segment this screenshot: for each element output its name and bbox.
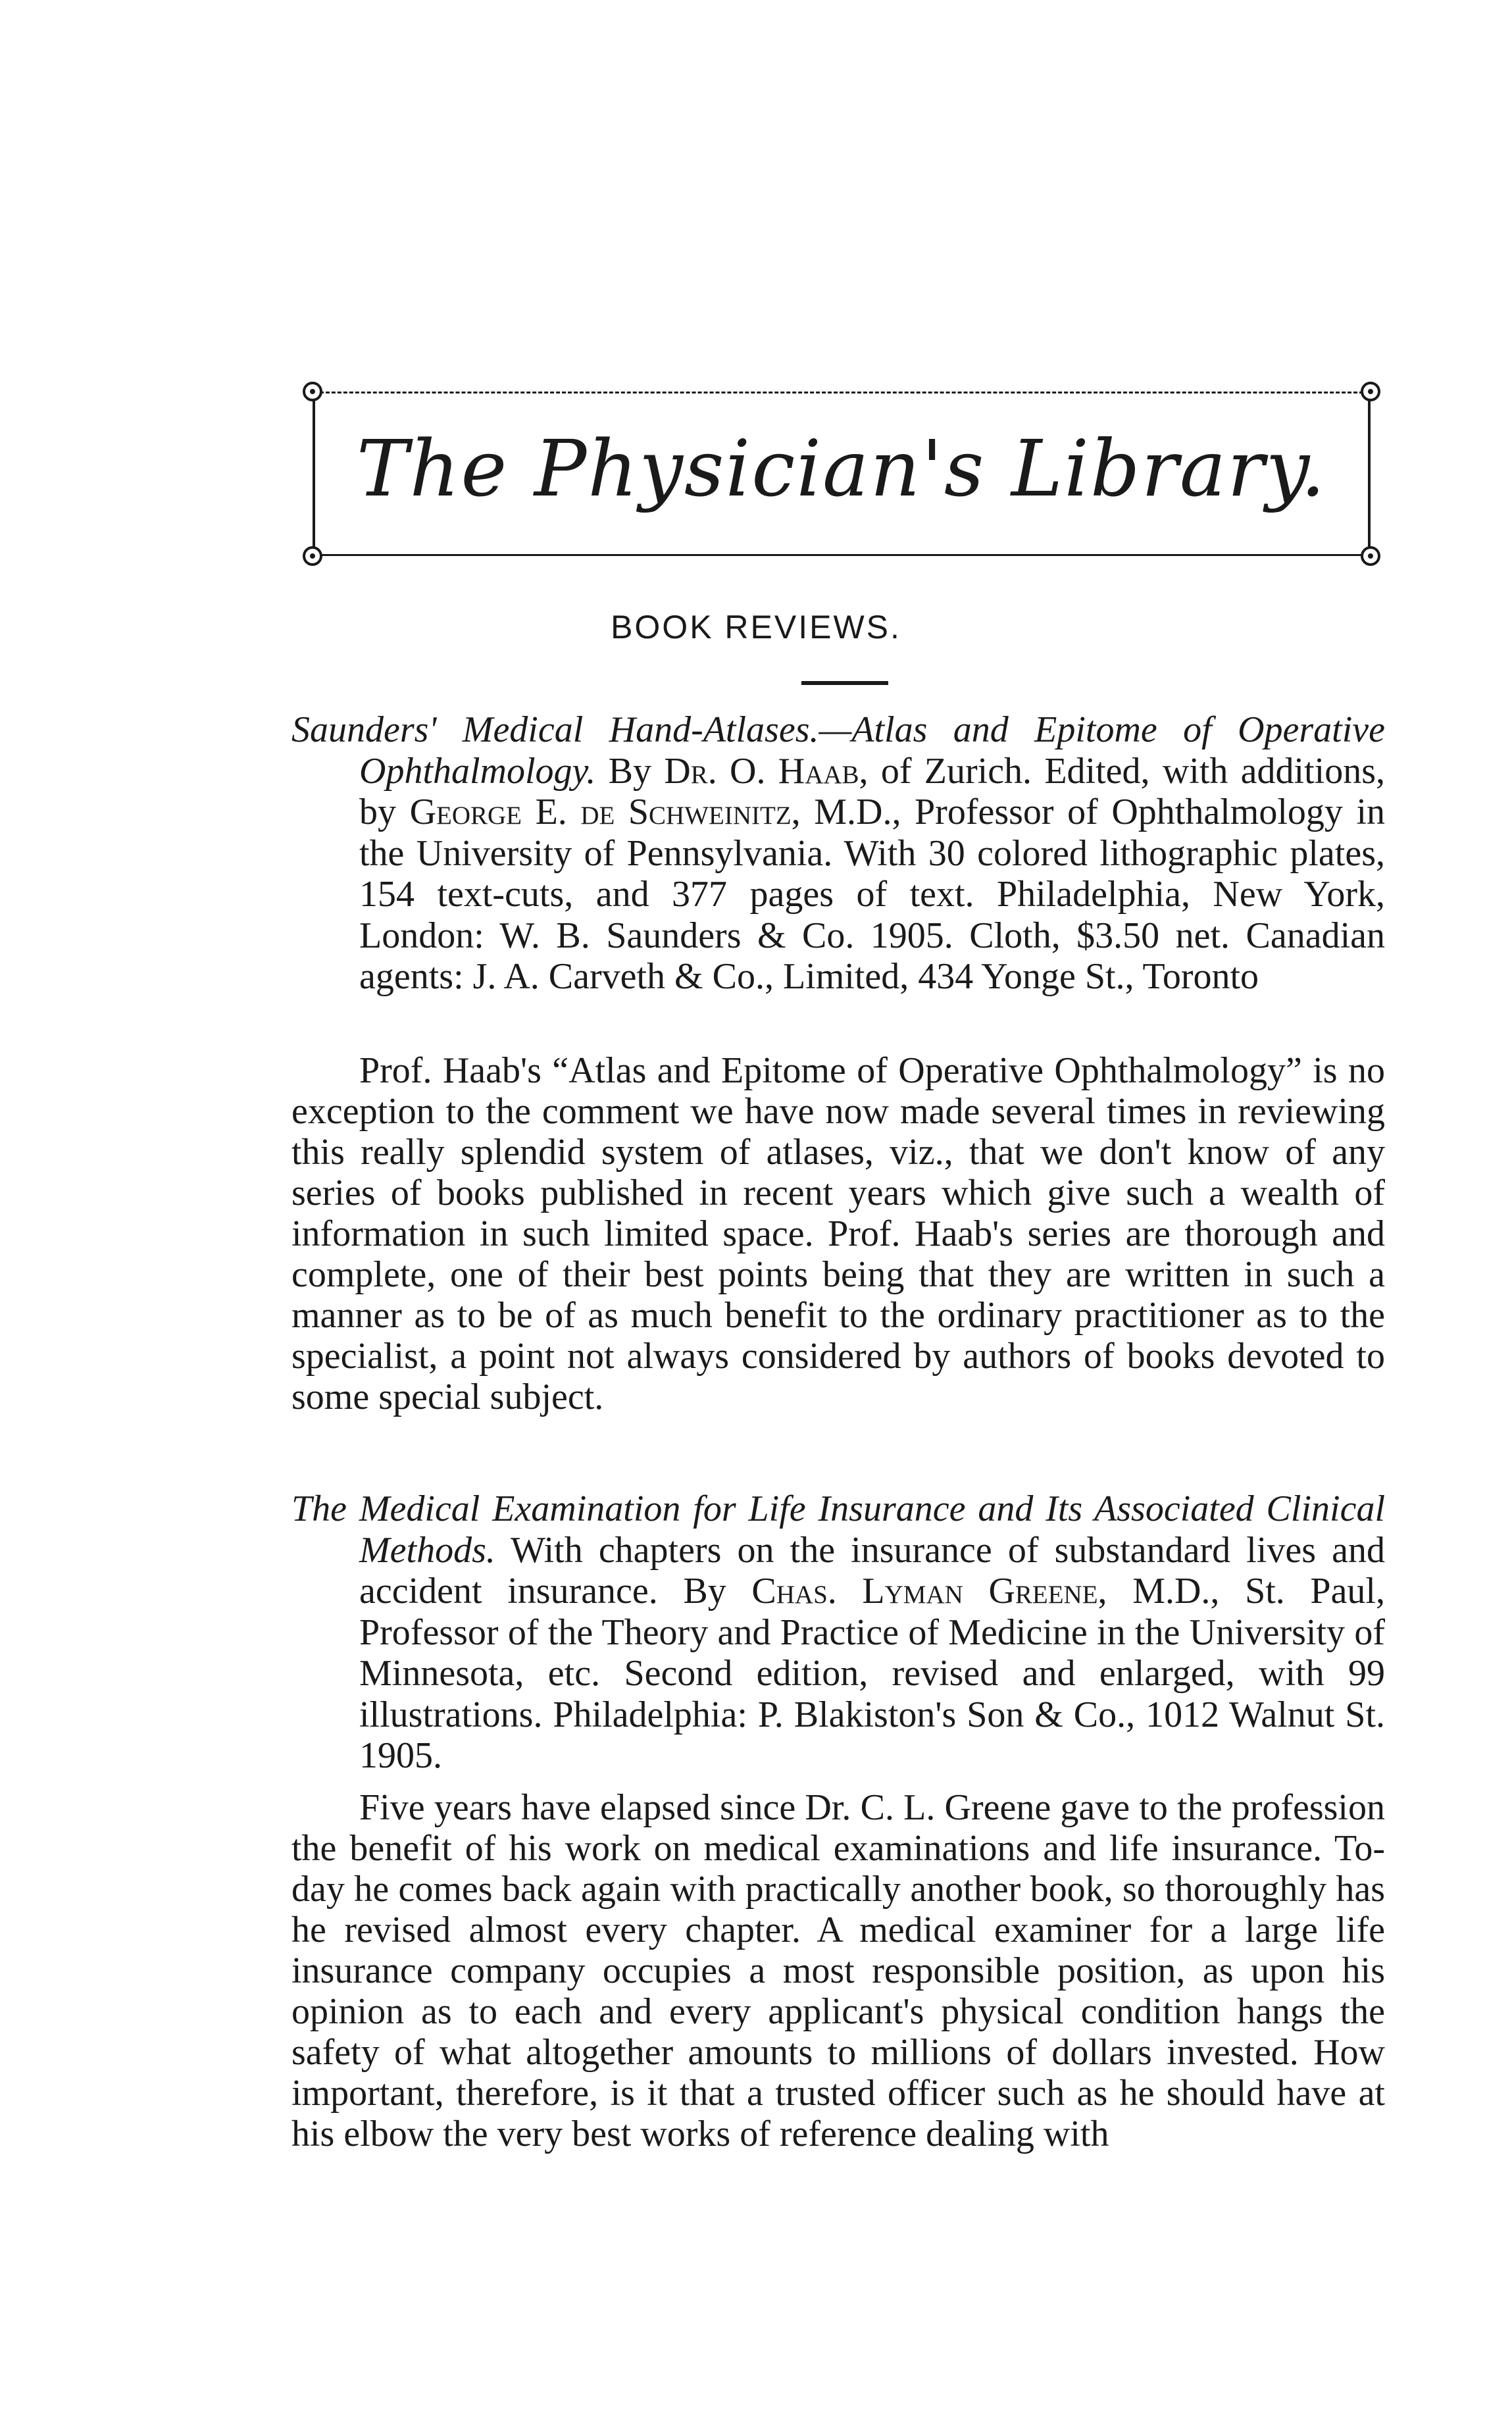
review-1-body-block xyxy=(291,1050,1385,1417)
corner-ornament-icon xyxy=(1361,382,1380,401)
frame-top-rule xyxy=(314,392,1369,393)
review-1-citation xyxy=(291,709,1385,998)
review-1-body: Prof. Haab's “Atlas and Epitome of Operative Ophthalmology” is no exception to the comment we have now made several times in reviewing this really splendid system of atlases, viz., that we don't know of any series of books published in recent years which give such a wealth of information in such limited space. Prof. Haab's series are thorough and complete, one of their best points being that they are written in such a manner as to be of as much benefit to the ordinary practitioner as to the specialist, a point not always considered by authors of books devoted to some special subject. xyxy=(291,1050,1385,1417)
review-2-by-label: With chapters on the insurance of substandard lives and accident insurance. By xyxy=(359,1529,1385,1611)
corner-ornament-icon xyxy=(303,546,322,566)
review-1-details: , M.D., Professor of Ophthalmology in the University of Pennsylvania. With 30 colored lithographic plates, 154 text-cuts, and 377 pages of text. Philadelphia, New York, London: W. B. Saunders & Co. 1905. Cloth, $3.50 net. Canadian agents: J. A. Carveth & Co., Limited, 434 Yonge St., Toronto xyxy=(359,792,1385,997)
review-1 xyxy=(291,709,1385,998)
review-1-book-title: Saunders' Medical Hand-Atlases.—Atlas and Epitome of Operative Ophthalmology. xyxy=(291,709,1385,792)
section-heading: BOOK REVIEWS. xyxy=(611,609,901,646)
review-2-book-title: The Medical Examination for Life Insurance and Its Associated Clinical Methods. xyxy=(291,1488,1385,1571)
corner-ornament-icon xyxy=(303,382,322,401)
review-2-body-block xyxy=(291,1787,1385,2154)
library-header-frame xyxy=(299,378,1384,569)
heading-rule xyxy=(801,681,888,685)
review-2-after-author: , M.D., St. Paul, Professor of the Theory and Practice of Medicine in the University of Minnesota, etc. Second edition, revised and enlarged, with 99 illustrations. Philadelphia: P. Blakiston's Son & Co., 1012 Walnut St. 1905. xyxy=(359,1571,1385,1776)
review-2-body: Five years have elapsed since Dr. C. L. Greene gave to the profession the benefit of his work on medical examinations and life insurance. To-day he comes back again with practically another book, so thoroughly has he revised almost every chapter. A medical examiner for a large life insurance company occupies a most responsible position, as upon his opinion as to each and every applicant's physical condition hangs the safety of what altogether amounts to millions of dollars invested. How important, therefore, is it that a trusted officer such as he should have at his elbow the very best works of reference dealing with xyxy=(291,1787,1385,2154)
review-1-editor: George E. de Schweinitz xyxy=(409,792,792,832)
review-1-after-author: , of Zurich. Edited, with additions, by xyxy=(359,750,1385,832)
review-1-author: Dr. O. Haab xyxy=(664,750,859,792)
library-title: The Physician's Library. xyxy=(356,423,1327,514)
frame-bottom-rule xyxy=(314,554,1369,556)
review-2 xyxy=(291,1488,1385,1777)
review-2-citation xyxy=(291,1488,1385,1777)
corner-ornament-icon xyxy=(1361,546,1380,566)
review-2-author: Chas. Lyman Greene xyxy=(751,1571,1098,1611)
review-1-by-label: By xyxy=(595,750,665,792)
